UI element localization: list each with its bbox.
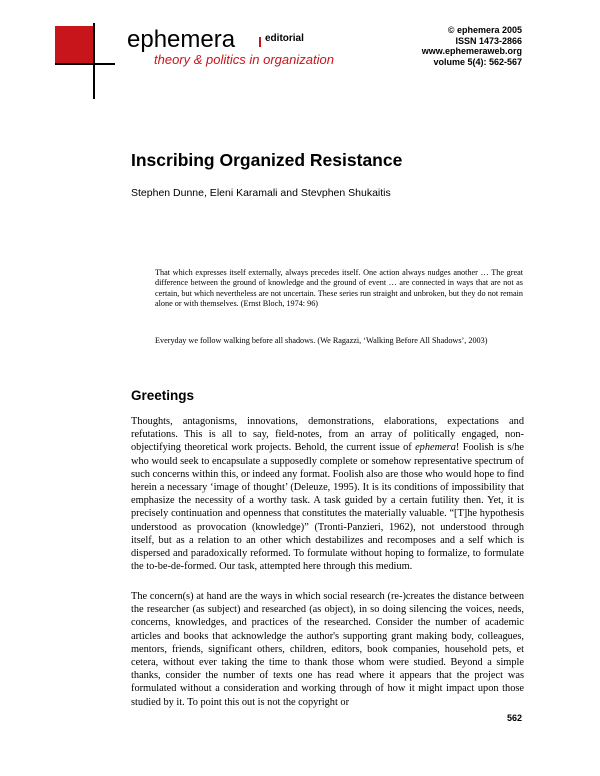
copyright-line: © ephemera 2005 — [447, 25, 522, 35]
logo-horizontal-line — [55, 63, 115, 65]
volume-line: volume 5(4): 562-567 — [433, 56, 522, 67]
journal-brand: ephemera — [127, 26, 236, 53]
section-label: editorial — [265, 33, 304, 44]
page-number: 562 — [506, 713, 522, 723]
logo-vertical-line — [93, 23, 95, 99]
logo-red-square — [55, 26, 95, 64]
article-authors: Stephen Dunne, Eleni Karamali and Stevphen Shukaitis — [131, 187, 391, 199]
website-link[interactable]: www.ephemeraweb.org — [421, 46, 522, 56]
journal-info — [422, 25, 522, 67]
issn-line: ISSN 1473-2866 — [455, 35, 522, 46]
paragraph-1-text-a: Thoughts, antagonisms, innovations, demonstrations, elaborations, expectations and refutations. This is all to say, field-notes, from an array of politically engaged, non-objectifying theoretical work projects. Behold, the current issue of — [131, 416, 524, 454]
body-paragraph-2: The concern(s) at hand are the ways in which social research (re-)creates the distance between the researcher (as subject) and researched (as object), in so doing silencing the voices, needs, concerns, knowledges, and practices of the researched. Consider the number of academic articles and books that acknowledge the author's supporting grant making body, colleagues, mentors, friends, significant others, children, editors, book companies, household pets, et cetera, without ever taking the time to thank those whom were studied. Beyond a simple thanks, consider the number of texts one has read where it appears that the project was formulated without a consideration and working through of how it might impact upon those studied by it. To point this out is not the copyright or — [131, 591, 524, 708]
brand-separator — [259, 37, 261, 47]
epigraph-ragazzi: Everyday we follow walking before all shadows. (We Ragazzi, ‘Walking Before All Shadows’, 2003) — [155, 336, 488, 345]
section-heading: Greetings — [131, 388, 195, 403]
paragraph-1-text-b: ! Foolish is s/he who would seek to encapsulate a supposedly complete or somehow representative spectrum of such concerns within this, or indeed any format. Foolish also are those who would hope to find herein a necessary ‘image of thought’ (Deleuze, 1995). It is its conditions of impossibility that emphasize the necessity of a worthy task. A task guided by a certain futility then. Yet, it is precisely continuation and openness that constitutes the materially valuable. “[T]he hypothesis understood as provocation (knowledge)” (Tronti-Panzieri, 1962), not understood through itself, but as a relation to an other which destabilizes and recomposes and a self which is dispersed and paradoxically reformed. To formulate without hoping to formalize, to formulate the to-be-de-formed. Our task, attempted here through this medium. — [131, 442, 524, 573]
body-paragraph-1 — [131, 415, 524, 573]
article-title: Inscribing Organized Resistance — [131, 150, 403, 170]
journal-tagline: theory & politics in organization — [154, 52, 334, 67]
journal-name-italic: ephemera — [415, 442, 456, 454]
epigraph-bloch: That which expresses itself externally, always precedes itself. One action always nudges another … The great difference between the ground of knowledge and the ground of event … are connected in ways that are not as certain, but which nevertheless are not uncertain. These series run straight and unbroken, but they do not remain alone or with themselves. (Ernst Bloch, 1974: 96) — [155, 268, 523, 309]
